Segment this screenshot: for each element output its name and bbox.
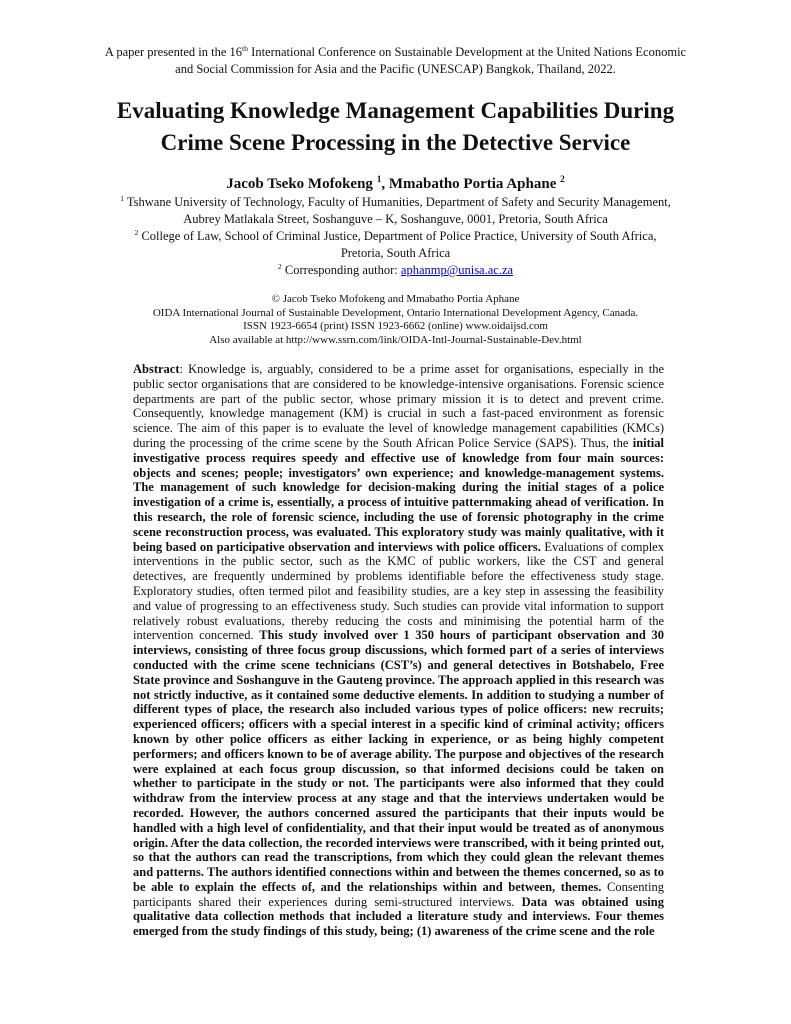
- paper-title-line-1: Evaluating Knowledge Management Capabilities During: [116, 98, 675, 123]
- paper-title-line-2: Crime Scene Processing in the Detective Service: [160, 130, 631, 155]
- copyright-block: [0, 293, 791, 347]
- issn-line: ISSN 1923-6654 (print) ISSN 1923-6662 (online) www.oidaijsd.com: [243, 320, 548, 332]
- availability-line: Also available at http://www.ssrn.com/link/OIDA-Intl-Journal-Sustainable-Dev.html: [209, 333, 582, 346]
- copyright-line: © Jacob Tseko Mofokeng and Mmabatho Portia Aphane: [271, 293, 520, 305]
- journal-line: OIDA International Journal of Sustainable Development, Ontario International Development Agency, Canada.: [152, 306, 639, 319]
- corresponding-author-line: $^2$ Corresponding author: aphanmp@unisa.ac.za: [277, 261, 514, 277]
- conference-note: [71, 44, 721, 78]
- affiliation-line-4: Pretoria, South Africa: [340, 246, 451, 260]
- abstract-paragraph: Abstract: Knowledge is, arguably, considered to be a prime asset for organisations, especially in the public sector organisations that are considered to be knowledge-intensive organisations. Forensic science departments are part of the public sector, whose primary mission it is to detect and prevent crime. Consequently, knowledge management (KM) is crucial in such a fast-paced environment as forensic science. The aim of this paper is to evaluate the level of knowledge management capabilities (KMCs) during the processing of the crime scene by the South African Police Service (SAPS). Thus, the initial investigative process requires speedy and effective use of knowledge from four main sources: objects and scenes; people; investigators’ own experience; and knowledge-management systems. The management of such knowledge for decision-making during the initial stages of a police investigation of a crime is, essentially, a process of intuitive patternmaking ahead of verification. In this research, the role of forensic science, including the use of forensic photography in the crime scene reconstruction process, was evaluated. This exploratory study was mainly qualitative, with it being based on participative observation and interviews with police officers. Evaluations of complex interventions in the public sector, such as the KMC of public workers, like the CST and general detectives, are frequently undermined by problems identifiable before the effectiveness study stage. Exploratory studies, often termed pilot and feasibility studies, are a key step in assessing the feasibility and value of progressing to an effectiveness study. Such studies can provide vital information to support relatively robust evaluations, thereby reducing the costs and minimising the potential harm of the intervention concerned. This study involved over 1 350 hours of participant observation and 30 interviews, consisting of three focus group discussions, which formed part of a series of interviews conducted with the crime scene technicians (CST’s) and general detectives in Botshabelo, Free State province and Soshanguve in the Gauteng province. The approach applied in this research was not strictly inductive, as it contained some deductive elements. In addition to studying a number of different types of place, the research also included various types of police officers: new recruits; experienced officers; officers with a special interest in a specific kind of criminal activity; officers known by other police officers as either lacking in experience, or as being highly competent performers; and officers known to be of average ability. The purpose and objectives of the research were explained at each focus group discussion, so that informed decisions could be taken on whether to participate in the study or not. The participants were also informed that they could withdraw from the interview process at any stage and that the interviews undertaken would be recorded. However, the authors concerned assured the participants that their inputs would be handled with a high level of confidentiality, and that their input would be treated as of anonymous origin. After the data collection, the recorded interviews were transcribed, with it being printed out, so that the authors can read the transcriptions, from which they could glean the relevant themes and patterns. The authors identified connections within and between the themes concerned, so as to be able to explain the effects of, and the relationships within and between, themes. Consenting participants shared their experiences during semi-structured interviews. Data was obtained using qualitative data collection methods that included a literature study and interviews. Four themes emerged from the study findings of this study, being; (1) awareness of the crime scene and the role: [133, 362, 664, 939]
- affiliation-line-2: Aubrey Matlakala Street, Soshanguve – K, Soshanguve, 0001, Pretoria, South Africa: [183, 212, 608, 226]
- authors-line: Jacob Tseko Mofokeng $^1$, Mmabatho Portia Aphane $^2$: [226, 175, 565, 192]
- corresponding-author-email-link[interactable]: aphanmp@unisa.ac.za: [400, 263, 514, 277]
- affiliation-line-3: $^2$ College of Law, School of Criminal Justice, Department of Police Practice, University of South Africa,: [134, 227, 657, 243]
- paper-title: [66, 95, 726, 159]
- affiliation-line-1: $^1$ Tshwane University of Technology, Faculty of Humanities, Department of Safety and Security Management,: [120, 193, 671, 209]
- conference-note-line-2: and Social Commission for Asia and the Pacific (UNESCAP) Bangkok, Thailand, 2022.: [175, 62, 616, 76]
- affiliations-block: [0, 194, 791, 279]
- conference-note-line-1: A paper presented in the 16th International Conference on Sustainable Development at the United Nations Economic: [104, 43, 687, 59]
